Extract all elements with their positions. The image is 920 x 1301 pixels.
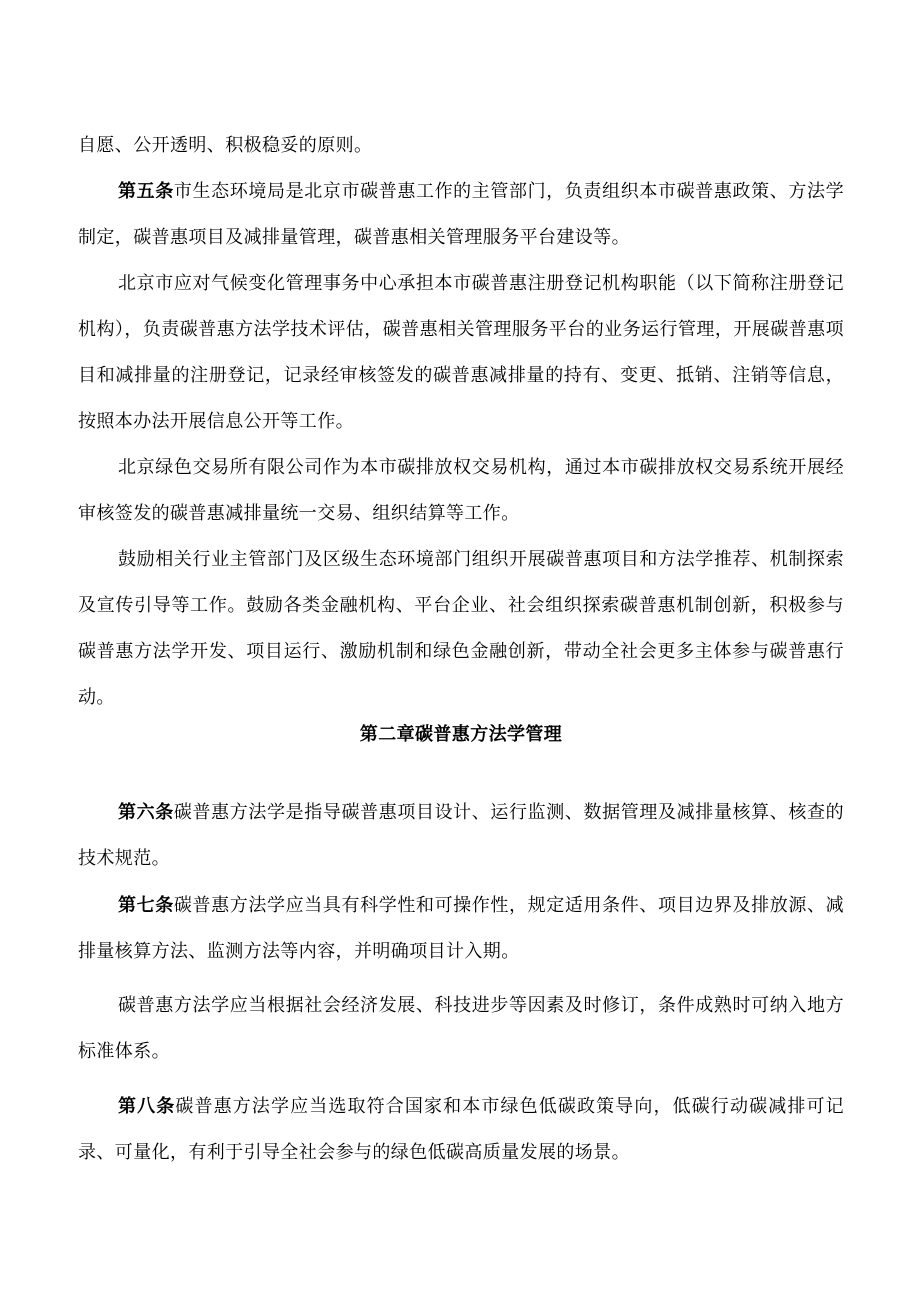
article-text: 碳普惠方法学应当具有科学性和可操作性，规定适用条件、项目边界及排放源、减排量核算方法、监测方法等内容，并明确项目计入期。 — [78, 895, 844, 962]
article-8 — [78, 1084, 844, 1176]
article-label: 第七条 — [118, 895, 174, 916]
paragraph-exchange — [78, 445, 844, 537]
article-6 — [78, 790, 844, 882]
article-7 — [78, 883, 844, 975]
paragraph-encourage — [78, 537, 844, 721]
paragraph-registry — [78, 261, 844, 445]
paragraph-text: 碳普惠方法学应当根据社会经济发展、科技进步等因素及时修订，条件成熟时可纳入地方标准体系。 — [78, 995, 844, 1062]
paragraph-text: 鼓励相关行业主管部门及区级生态环境部门组织开展碳普惠项目和方法学推荐、机制探索及宣传引导等工作。鼓励各类金融机构、平台企业、社会组织探索碳普惠机制创新，积极参与碳普惠方法学开发、项目运行、激励机制和绿色金融创新，带动全社会更多主体参与碳普惠行动。 — [78, 549, 844, 708]
article-text: 市生态环境局是北京市碳普惠工作的主管部门，负责组织本市碳普惠政策、方法学制定，碳普惠项目及减排量管理，碳普惠相关管理服务平台建设等。 — [78, 181, 844, 248]
paragraph-text: 自愿、公开透明、积极稳妥的原则。 — [78, 135, 373, 156]
article-label: 第六条 — [118, 802, 174, 823]
paragraph-principles — [78, 123, 844, 169]
chapter-heading: 第二章碳普惠方法学管理 — [359, 724, 563, 745]
article-label: 第八条 — [118, 1096, 176, 1117]
paragraph-revision — [78, 983, 844, 1075]
paragraph-text: 北京绿色交易所有限公司作为本市碳排放权交易机构，通过本市碳排放权交易系统开展经审核签发的碳普惠减排量统一交易、组织结算等工作。 — [78, 457, 844, 524]
article-text: 碳普惠方法学应当选取符合国家和本市绿色低碳政策导向，低碳行动碳减排可记录、可量化，有利于引导全社会参与的绿色低碳高质量发展的场景。 — [78, 1096, 844, 1163]
article-text: 碳普惠方法学是指导碳普惠项目设计、运行监测、数据管理及减排量核算、核查的技术规范。 — [78, 802, 844, 869]
paragraph-text: 北京市应对气候变化管理事务中心承担本市碳普惠注册登记机构职能（以下简称注册登记机构），负责碳普惠方法学技术评估，碳普惠相关管理服务平台的业务运行管理，开展碳普惠项目和减排量的注册登记，记录经审核签发的碳普惠减排量的持有、变更、抵销、注销等信息，按照本办法开展信息公开等工作。 — [78, 273, 844, 432]
article-5 — [78, 169, 844, 261]
article-label: 第五条 — [118, 181, 174, 202]
